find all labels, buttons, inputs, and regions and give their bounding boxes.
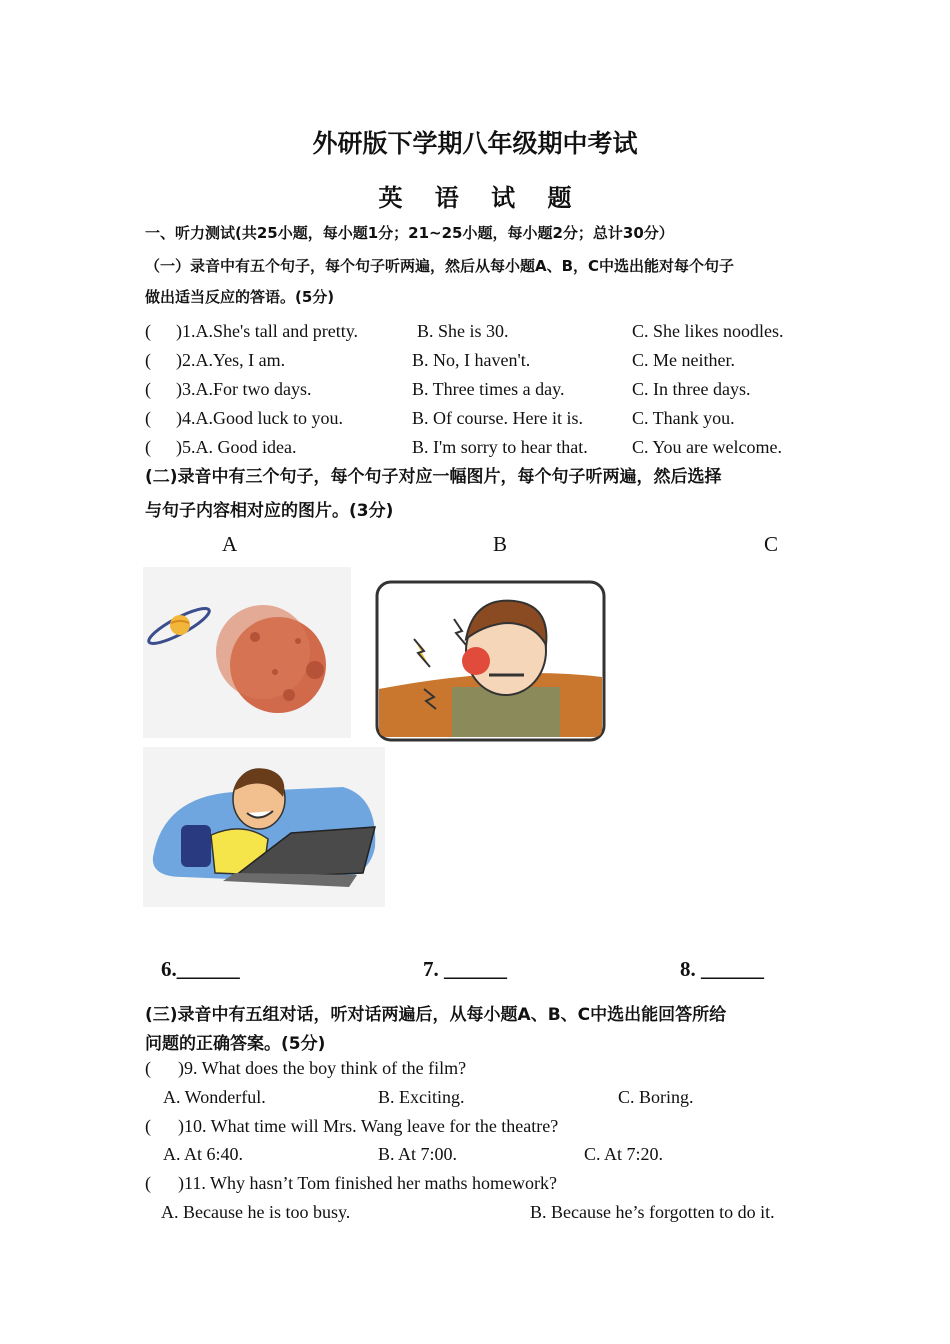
question-text: )10. What time will Mrs. Wang leave for the theatre? [178,1116,559,1136]
part3-instruction-cont: 问题的正确答案。(5分) [145,1034,326,1054]
answer-paren[interactable]: ( [145,408,151,428]
option-b: B. Three times a day. [412,379,565,399]
option-a: )1.A.She's tall and pretty. [176,321,359,341]
option-b: B. She is 30. [417,321,509,341]
part3-instruction: (三)录音中有五组对话，听对话两遍后，从每小题A、B、C中选出能回答所给 [145,1005,727,1025]
answer-paren[interactable]: ( [145,1116,151,1136]
part2-instruction-cont: 与句子内容相对应的图片。(3分) [145,501,394,521]
part1-instruction-cont: 做出适当反应的答语。(5分) [145,288,335,306]
page-title: 外研版下学期八年级期中考试 [312,129,638,158]
option-a: A. Because he is too busy. [161,1202,351,1222]
option-c: C. Thank you. [632,408,735,428]
section-heading: 一、听力测试(共25小题，每小题1分；21~25小题，每小题2分；总计30分） [145,224,674,242]
picture-toothache [374,579,607,743]
picture-laptop-boy [143,747,385,907]
answer-paren[interactable]: ( [145,437,151,457]
option-a: A. At 6:40. [163,1144,244,1164]
part1-instruction: （一）录音中有五个句子，每个句子听两遍，然后从每小题A、B，C中选出能对每个句子 [145,257,735,275]
answer-blank-7[interactable]: 7. ______ [423,957,507,981]
picture-planets [143,567,351,738]
answer-paren[interactable]: ( [145,1173,151,1193]
option-b: B. Exciting. [378,1087,465,1107]
option-b: B. I'm sorry to hear that. [412,437,588,457]
option-c: C. In three days. [632,379,751,399]
option-c: C. Me neither. [632,350,735,370]
option-a: A. Wonderful. [163,1087,266,1107]
option-a: )2.A.Yes, I am. [176,350,286,370]
option-c: C. At 7:20. [584,1144,664,1164]
option-c: C. Boring. [618,1087,694,1107]
picture-label-c: C [764,532,779,556]
page-subtitle: 英 语 试 题 [378,184,584,212]
option-c: C. She likes noodles. [632,321,784,341]
answer-paren[interactable]: ( [145,321,151,341]
option-c: C. You are welcome. [632,437,782,457]
option-a: )5.A. Good idea. [176,437,297,457]
option-b: B. At 7:00. [378,1144,458,1164]
answer-paren[interactable]: ( [145,379,151,399]
option-b: B. No, I haven't. [412,350,531,370]
answer-blank-6[interactable]: 6.______ [161,957,240,981]
part2-instruction: (二)录音中有三个句子，每个句子对应一幅图片，每个句子听两遍，然后选择 [145,467,722,487]
question-text: )11. Why hasn’t Tom finished her maths homework? [178,1173,558,1193]
question-text: )9. What does the boy think of the film? [178,1058,467,1078]
option-b: B. Of course. Here it is. [412,408,583,428]
answer-blank-8[interactable]: 8. ______ [680,957,764,981]
option-a: )3.A.For two days. [176,379,312,399]
picture-label-a: A [222,532,238,556]
option-b: B. Because he’s forgotten to do it. [530,1202,775,1222]
answer-paren[interactable]: ( [145,1058,151,1078]
picture-label-b: B [493,532,508,556]
answer-paren[interactable]: ( [145,350,151,370]
option-a: )4.A.Good luck to you. [176,408,343,428]
